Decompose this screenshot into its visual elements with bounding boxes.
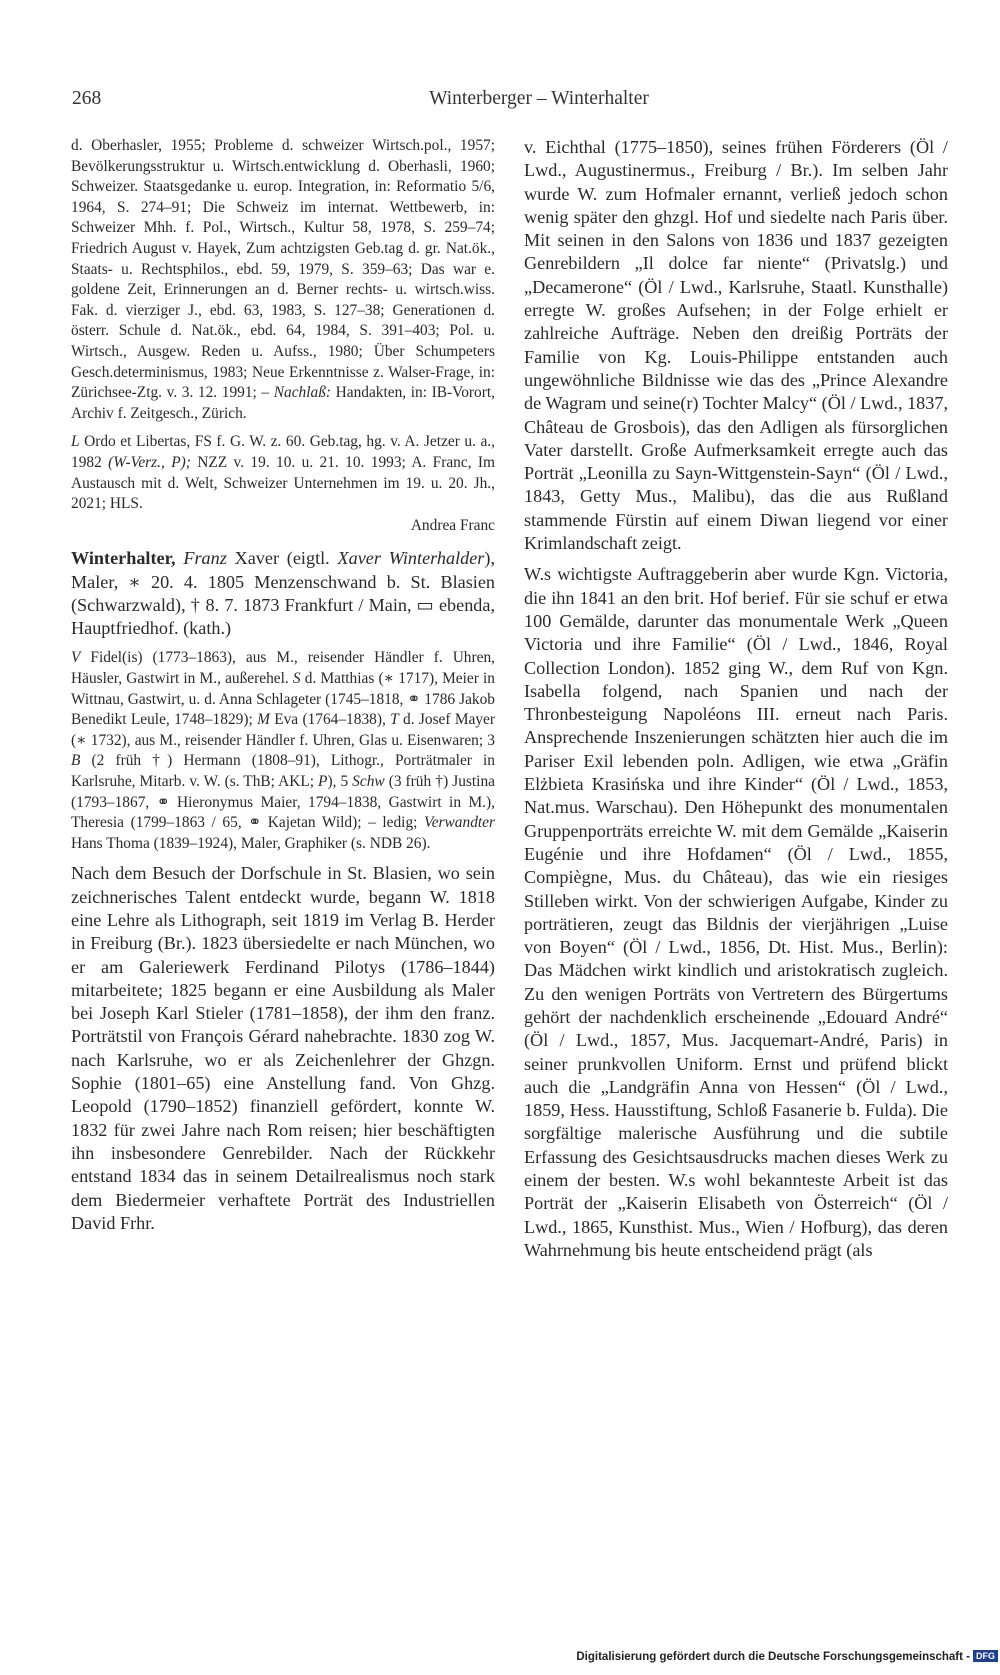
previous-entry-literature: L Ordo et Libertas, FS f. G. W. z. 60. Geb.tag, hg. v. A. Jetzer u. a., 1982 (W-Verz., P); NZZ v. 19. 10. u. 21. 10. 1993; A. Franc, Im Austausch mit d. Welt, Schweizer Unternehmen im 19. u. 20. Jh., 2021; HLS. (71, 433, 495, 513)
headword: Winterhalter, (71, 548, 176, 569)
left-column (71, 136, 495, 1235)
digitization-footer (398, 1650, 998, 1663)
previous-entry-works: d. Oberhasler, 1955; Probleme d. schweizer Wirtsch.pol., 1957; Bevölkerungsstruktur u. Wirtsch.entwicklung d. Oberhasli, 1960; Schweizer. Staatsgedanke u. europ. Integration, in: Reformatio 5/6, 1964, S. 274–91; Die Schweiz im internat. Wettbewerb, in: Schweizer Mhh. f. Pol., Wirtsch., Kultur 58, 1978, S. 259–74; Friedrich August v. Hayek, Zum achtzigsten Geb.tag d. gr. Nat.ök., Staats- u. Rechtsphilos., ebd. 59, 1979, S. 359–63; Das war e. goldene Zeit, Erinnerungen an d. Berner rechts- u. wirtsch.wiss. Fak. d. vierziger J., ebd. 63, 1983, S. 127–38; Generationen d. österr. Schule d. Nat.ök., ebd. 64, 1984, S. 391–403; Pol. u. Wirtsch., Ausgew. Reden u. Aufss., 1980; Über Schumpeters Gesch.determinismus, 1983; Neue Erkenntnisse z. Walser-Frage, in: Zürichsee-Ztg. v. 3. 12. 1991; – Nachlaß: Handakten, in: IB-Vorort, Archiv f. Zeitgesch., Zürich. (71, 137, 495, 422)
biography-paragraph-2: v. Eichthal (1775–1850), seines frühen Förderers (Öl / Lwd., Augustinermus., Freiburg / Br.). Im selben Jahr wurde W. zum Hofmaler ernannt, verließ jedoch schon wenig später den ghzgl. Hof und siedelte nach Paris über. Mit seinen in den Salons von 1836 und 1837 gezeigten Genrebildern „Il dolce far niente“ (Privatslg.) und „Decamerone“ (Öl / Lwd., Karlsruhe, Staatl. Kunsthalle) erregte W. großes Aufsehen; in der Folge erhielt er zahlreiche Aufträge. Neben den dreißig Porträts der Familie von Kg. Louis-Philippe entstanden auch ungewöhnliche Bildnisse wie das des „Prince Alexandre de Wagram und seine(r) Tochter Malcy“ (Öl / Lwd., 1837, Château de Grosbois), das den Adligen als fürsorglichen Vater darstellt. Große Aufmerksamkeit erregte auch das Porträt „Leonilla zu Sayn-Wittgenstein-Sayn“ (Öl / Lwd., 1843, Getty Mus., Malibu), das die aus Rußland stammende Fürstin auf einem Diwan liegend vor einer Krimlandschaft zeigt. (524, 137, 948, 554)
running-title: Winterberger – Winterhalter (429, 88, 649, 109)
nachlass-label: Nachlaß: (273, 384, 332, 402)
author-signature: Andrea Franc (410, 516, 495, 534)
biography-paragraph-3: W.s wichtigste Auftraggeberin aber wurde Kgn. Victoria, die ihn 1841 an den brit. Hof berief. Für sie schuf er etwa 100 Gemälde, darunter das monumentale Werk „Queen Victoria und ihre Familie“ (Öl / Lwd., 1846, Royal Collection London). 1852 ging W., dem Ruf von Kgn. Isabella folgend, nach Spanien und nach der Thronbesteigung Napoléons III. erneut nach Paris. Ansprechende Inszenierungen schätzten hier auch die im Pariser Exil lebenden poln. Adligen, wie etwa „Gräfin Elżbieta Krasińska und ihre Kinder“ (Öl / Lwd., 1853, Nat.mus. Warschau). Den Höhepunkt des monumentalen Gruppenporträts erreichte W. mit dem Gemälde „Kaiserin Eugénie und ihre Hofdamen“ (Öl / Lwd., 1855, Compiègne, Mus. du Château), das wie ein riesiges Stilleben wirkt. Von der schwierigen Aufgabe, Kinder zu porträtieren, zeugt das Bildnis der vierjährigen „Luise von Boyen“ (Öl / Lwd., 1856, Dt. Hist. Mus., Berlin): Das Mädchen wirkt kindlich und aristokratisch zugleich. Zu den wenigen Porträts von Vertretern des Bürgertums gehört der nachdenklich erscheinende „Edouard André“ (Öl / Lwd., 1857, Mus. Jacquemart-André, Paris) in seiner prunkvollen Uniform. Ernst und prüfend blickt auch die „Landgräfin Anna von Hessen“ (Öl / Lwd., 1859, Hess. Hausstiftung, Schloß Fasanerie b. Fulda). Die sorgfältige malerische Ausführung und die subtile Erfassung des Gesichtsausdrucks machen dieses Werk zu einem der besten. W.s wohl bekannteste Arbeit ist das Porträt der „Kaiserin Elisabeth von Österreich“ (Öl / Lwd., 1865, Kunsthist. Mus., Wien / Hofburg), das deren Wahrnehmung bis heute entscheidend prägt (als (524, 564, 948, 1260)
footer-text: Digitalisierung gefördert durch die Deutsche Forschungsgemeinschaft - (576, 1651, 970, 1663)
biography-paragraph-1: Nach dem Besuch der Dorfschule in St. Blasien, wo sein zeichnerisches Talent entdeckt wurde, begann W. 1818 eine Lehre als Lithograph, seit 1819 im Verlag B. Herder in Freiburg (Br.). 1823 übersiedelte er nach München, wo er am Galeriewerk Ferdinand Pilotys (1786–1844) mitarbeitete; 1825 begann er eine Ausbildung als Maler bei Joseph Karl Stieler (1781–1858), der ihm den franz. Porträtstil von François Gérard nahebrachte. 1830 zog W. nach Karlsruhe, wo er als Zeichenlehrer der Ghzgn. Sophie (1801–65) eine Anstellung fand. Von Ghzg. Leopold (1790–1852) finanziell gefördert, konnte W. 1832 für zwei Jahre nach Rom reisen; hier beschäftigten ihn insbesondere Genrebilder. Nach der Rückkehr entstand 1834 das in seinem Detailrealismus noch stark dem Biedermeier verhaftete Porträt des Industriellen David Frhr. (71, 863, 495, 1233)
genealogy-block: V Fidel(is) (1773–1863), aus M., reisender Händler f. Uhren, Häusler, Gastwirt in M., außerehel. S d. Matthias (∗ 1717), Meier in Wittnau, Gastwirt, u. d. Anna Schlageter (1745–1818, ⚭ 1786 Jakob Benedikt Leule, 1748–1829); M Eva (1764–1838), T d. Josef Mayer (∗ 1732), aus M., reisender Händler f. Uhren, Glas u. Eisenwaren; 3 B (2 früh †) Hermann (1808–91), Lithogr., Porträtmaler in Karlsruhe, Mitarb. v. W. (s. ThB; AKL; P), 5 Schw (3 früh †) Justina (1793–1867, ⚭ Hieronymus Maier, 1794–1838, Gastwirt in M.), Theresia (1799–1863 / 65, ⚭ Kajetan Wild); – ledig; Verwandter Hans Thoma (1839–1924), Maler, Graphiker (s. NDB 26). (71, 649, 495, 852)
page-number: 268 (72, 88, 102, 109)
page-header (72, 88, 946, 114)
entry-heading: Winterhalter, Franz Xaver (eigtl. Xaver Winterhalder), Maler, ∗ 20. 4. 1805 Menzenschwand b. St. Blasien (Schwarzwald), † 8. 7. 1873 Frankfurt / Main, ▭ ebenda, Hauptfriedhof. (kath.) (71, 548, 495, 639)
dfg-logo: DFG (973, 1650, 998, 1662)
right-column (524, 136, 948, 1262)
